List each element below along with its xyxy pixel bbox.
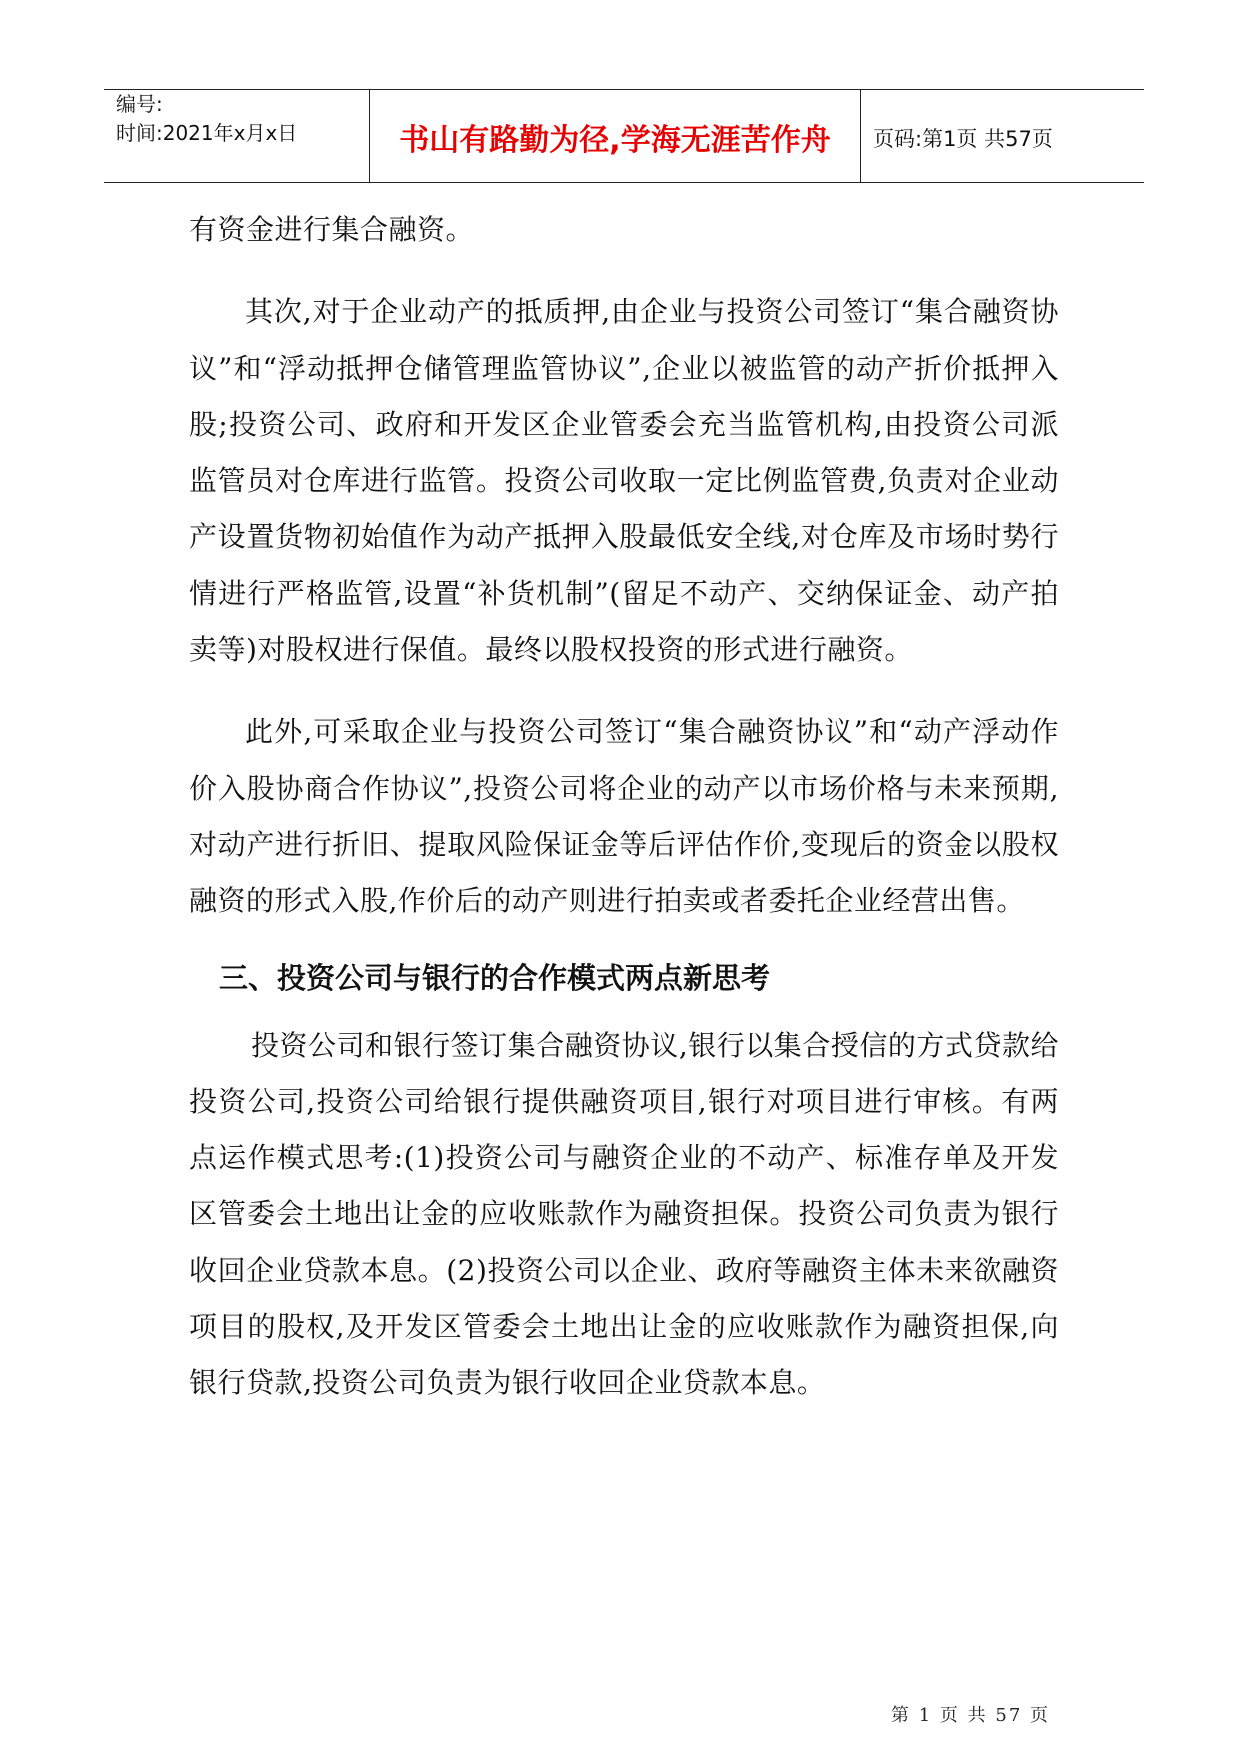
header-bottom-rule bbox=[104, 182, 1144, 183]
paragraph-continuation: 有资金进行集合融资。 bbox=[189, 213, 475, 246]
document-body bbox=[189, 202, 1059, 1412]
header-info bbox=[116, 90, 297, 148]
header-divider-right bbox=[860, 89, 861, 183]
section-heading: 三、投资公司与银行的合作模式两点新思考 bbox=[219, 960, 771, 995]
paragraph-movable-property-pledge: 其次,对于企业动产的抵质押,由企业与投资公司签订“集合融资协议”和“浮动抵押仓储管理监管协议”,企业以被监管的动产折价抵押入股;投资公司、政府和开发区企业管委会充当监管机构,由投资公司派监管员对仓库进行监管。投资公司收取一定比例监管费,负责对企业动产设置货物初始值作为动产抵押入股最低安全线,对仓库及市场时势行情进行严格监管,设置“补货机制”(留足不动产、交纳保证金、动产拍卖等)对股权进行保值。最终以股权投资的形式进行融资。 bbox=[189, 295, 1059, 667]
document-number-label: 编号: bbox=[116, 92, 163, 116]
header-motto: 书山有路勤为径,学海无涯苦作舟 bbox=[399, 123, 831, 158]
footer-page-number: 第 1 页 共 57 页 bbox=[891, 1705, 1050, 1726]
paragraph-bank-cooperation: 投资公司和银行签订集合融资协议,银行以集合授信的方式贷款给投资公司,投资公司给银行提供融资项目,银行对项目进行审核。有两点运作模式思考:(1)投资公司与融资企业的不动产、标准存单及开发区管委会土地出让金的应收账款作为融资担保。投资公司负责为银行收回企业贷款本息。(2)投资公司以企业、政府等融资主体未来欲融资项目的股权,及开发区管委会土地出让金的应收账款作为融资担保,向银行贷款,投资公司负责为银行收回企业贷款本息。 bbox=[189, 1028, 1059, 1400]
document-date: 时间:2021年x月x日 bbox=[116, 121, 298, 145]
header-page-number: 页码:第1页 共57页 bbox=[873, 127, 1053, 151]
paragraph-floating-valuation: 此外,可采取企业与投资公司签订“集合融资协议”和“动产浮动作价入股协商合作协议”,投资公司将企业的动产以市场价格与未来预期,对动产进行折旧、提取风险保证金等后评估作价,变现后的资金以股权融资的形式入股,作价后的动产则进行拍卖或者委托企业经营出售。 bbox=[189, 715, 1059, 918]
